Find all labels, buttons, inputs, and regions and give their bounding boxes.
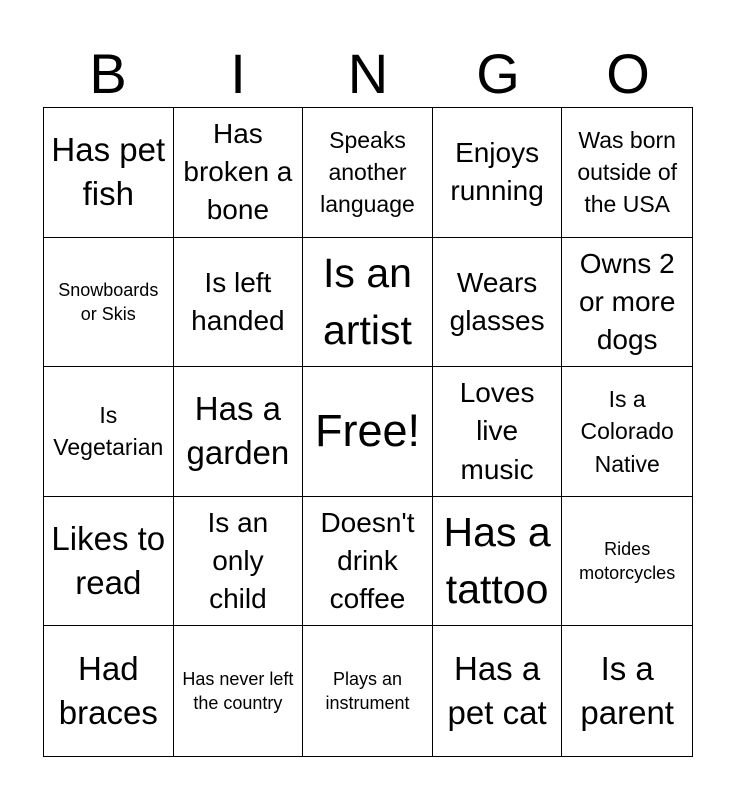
cell-label: Doesn't drink coffee bbox=[320, 506, 415, 615]
cell-label: Has a pet cat bbox=[447, 649, 547, 732]
cell-label: Wears glasses bbox=[449, 266, 545, 336]
cell-label: Is an artist bbox=[323, 249, 412, 353]
bingo-cell-r2c1[interactable] bbox=[44, 238, 174, 368]
cell-label: Had braces bbox=[58, 649, 158, 732]
cell-label: Has a tattoo bbox=[443, 508, 551, 613]
bingo-cell-r5c2[interactable] bbox=[174, 626, 304, 756]
cell-label: Has a garden bbox=[186, 389, 290, 472]
cell-label: Is Vegetarian bbox=[53, 402, 164, 461]
bingo-header bbox=[43, 40, 693, 108]
bingo-cell-r5c5[interactable] bbox=[562, 626, 692, 756]
cell-label: Is a Colorado Native bbox=[580, 386, 674, 477]
bingo-cell-r4c5[interactable] bbox=[562, 497, 692, 627]
cell-label: Was born outside of the USA bbox=[577, 127, 678, 218]
cell-label: Enjoys running bbox=[450, 137, 544, 207]
cell-label: Plays an instrument bbox=[325, 668, 410, 714]
bingo-cell-r5c1[interactable] bbox=[44, 626, 174, 756]
cell-label: Has never left the country bbox=[182, 668, 294, 714]
bingo-cell-r1c1[interactable] bbox=[44, 108, 174, 238]
cell-label: Owns 2 or more dogs bbox=[578, 247, 676, 355]
bingo-cell-r3c1[interactable] bbox=[44, 367, 174, 497]
cell-label: Has pet fish bbox=[51, 130, 166, 213]
bingo-cell-r1c5[interactable] bbox=[562, 108, 692, 238]
bingo-cell-r2c2[interactable] bbox=[174, 238, 304, 368]
bingo-cell-r3c5[interactable] bbox=[562, 367, 692, 497]
cell-label: Speaks another language bbox=[320, 127, 415, 218]
header-letter-n: N bbox=[347, 42, 389, 105]
bingo-cell-r5c3[interactable] bbox=[303, 626, 433, 756]
bingo-cell-r2c4[interactable] bbox=[433, 238, 563, 368]
header-letter-b: B bbox=[89, 42, 127, 105]
bingo-cell-r3c4[interactable] bbox=[433, 367, 563, 497]
header-letter-o: O bbox=[606, 42, 650, 105]
cell-label: Is a parent bbox=[580, 649, 674, 732]
cell-label: Is left handed bbox=[191, 266, 285, 336]
header-letter-i: I bbox=[230, 42, 246, 105]
bingo-cell-r4c1[interactable] bbox=[44, 497, 174, 627]
bingo-cell-r4c3[interactable] bbox=[303, 497, 433, 627]
bingo-cell-r3c3[interactable] bbox=[303, 367, 433, 497]
bingo-cell-r1c3[interactable] bbox=[303, 108, 433, 238]
cell-label: Rides motorcycles bbox=[579, 538, 676, 584]
cell-label: Likes to read bbox=[51, 519, 166, 602]
bingo-cell-r4c4[interactable] bbox=[433, 497, 563, 627]
bingo-cell-r2c5[interactable] bbox=[562, 238, 692, 368]
bingo-cell-r5c4[interactable] bbox=[433, 626, 563, 756]
cell-label: Is an only child bbox=[207, 506, 269, 615]
header-letter-g: G bbox=[476, 42, 520, 105]
cell-label: Loves live music bbox=[459, 377, 535, 485]
bingo-cell-r3c2[interactable] bbox=[174, 367, 304, 497]
bingo-cell-r2c3[interactable] bbox=[303, 238, 433, 368]
bingo-cell-r1c4[interactable] bbox=[433, 108, 563, 238]
bingo-cell-r1c2[interactable] bbox=[174, 108, 304, 238]
cell-label: Has broken a bone bbox=[183, 118, 293, 226]
cell-label: Snowboards or Skis bbox=[58, 279, 159, 324]
bingo-cell-r4c2[interactable] bbox=[174, 497, 304, 627]
free-space-label: Free! bbox=[314, 405, 420, 457]
bingo-board bbox=[43, 107, 693, 757]
